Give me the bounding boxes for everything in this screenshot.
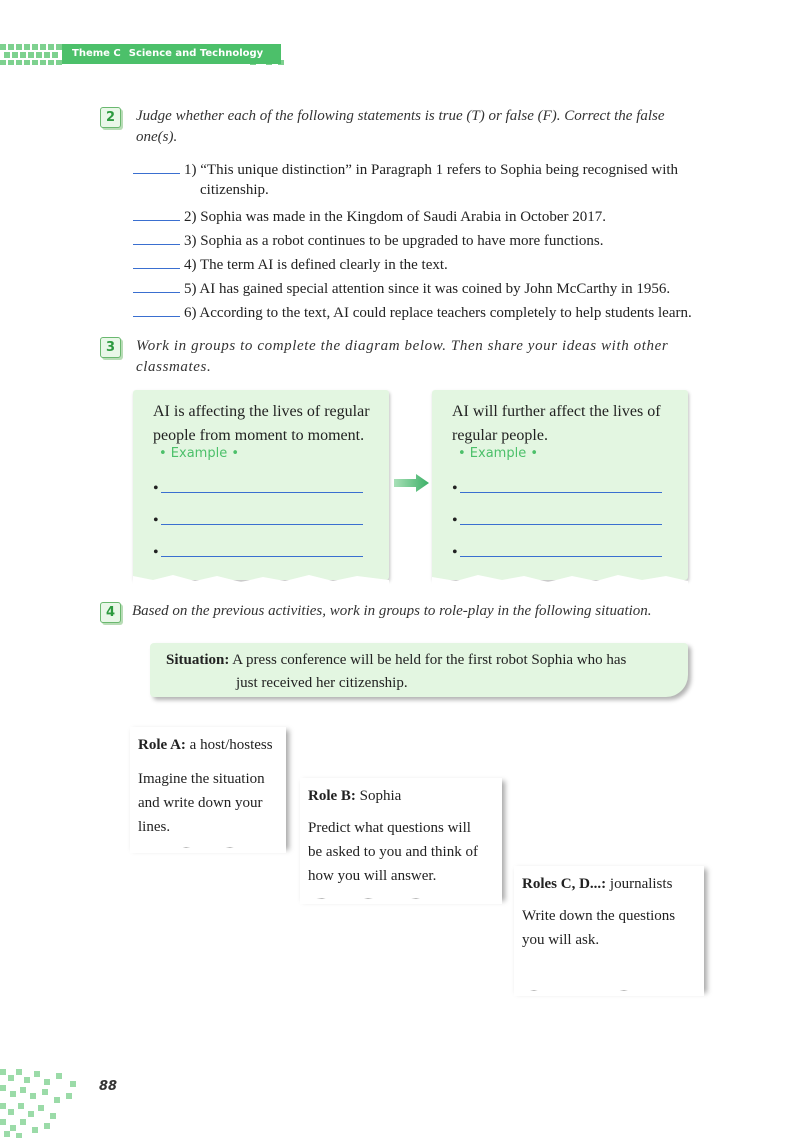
role-card-cd <box>514 866 704 990</box>
task-2-item-5-text: 5) AI has gained special attention since it was coined by John McCarthy in 1956. <box>184 281 671 297</box>
answer-blank[interactable] <box>133 206 180 221</box>
task-3-number: 3 <box>100 337 121 358</box>
role-card-a <box>130 727 286 847</box>
role-b-description: Predict what questions will be asked to you and think of how you will answer. <box>308 820 478 884</box>
answer-blank[interactable] <box>133 278 180 293</box>
role-cd-description: Write down the questions you will ask. <box>522 908 676 948</box>
task-3-instruction-line1: Work in groups to complete the diagram below. Then share your ideas with other <box>136 338 669 354</box>
role-a-heading: Role A: a host/hostess <box>138 737 273 753</box>
diagram-box-future <box>432 390 688 580</box>
situation-label: Situation: <box>166 652 230 668</box>
diagram-box-current <box>133 390 389 580</box>
example-line-2[interactable]: • <box>452 510 662 530</box>
arrow-right-icon <box>394 473 430 493</box>
situation-box <box>150 643 688 697</box>
footer-pixel-decoration <box>0 1065 90 1138</box>
example-line-1[interactable]: • <box>153 478 363 498</box>
task-2-item-6-text: 6) According to the text, AI could replace teachers completely to help students learn. <box>184 305 692 321</box>
example-line-1[interactable]: • <box>452 478 662 498</box>
task-2-item-1-continued: citizenship. <box>200 182 269 198</box>
answer-blank[interactable] <box>133 302 180 317</box>
role-card-b <box>300 778 502 898</box>
task-2-item-3 <box>133 229 603 253</box>
task-2-item-3-text: 3) Sophia as a robot continues to be upgraded to have more functions. <box>184 233 604 249</box>
torn-edge <box>133 572 389 586</box>
answer-blank[interactable] <box>133 254 180 269</box>
task-2-item-2-text: 2) Sophia was made in the Kingdom of Saudi Arabia in October 2017. <box>184 209 607 225</box>
theme-header <box>62 44 281 64</box>
role-a-description: Imagine the situation and write down your lines. <box>138 771 265 835</box>
role-b-heading: Role B: Sophia <box>308 788 402 804</box>
page-number: 88 <box>99 1079 118 1094</box>
diagram-box-future-line2: regular people. <box>452 427 548 444</box>
example-line-2[interactable]: • <box>153 510 363 530</box>
task-2-item-5 <box>133 277 670 301</box>
task-2-instruction <box>136 106 706 148</box>
task-2-number: 2 <box>100 107 121 128</box>
task-2-item-4-text: 4) The term AI is defined clearly in the text. <box>184 257 448 273</box>
example-line-3[interactable]: • <box>153 542 363 562</box>
diagram-box-current-line2: people from moment to moment. <box>153 427 365 444</box>
task-3-instruction-line2: classmates. <box>136 359 212 375</box>
diagram-box-future-line1: AI will further affect the lives of <box>452 403 661 420</box>
role-cd-heading: Roles C, D...: journalists <box>522 876 673 892</box>
task-4-number: 4 <box>100 602 121 623</box>
example-label: • Example • <box>458 446 538 461</box>
task-2-item-4 <box>133 253 448 277</box>
task-2-instruction-line1: Judge whether each of the following statements is true (T) or false (F). Correct the false <box>136 108 665 124</box>
diagram-box-future-text <box>452 400 674 448</box>
example-label: • Example • <box>159 446 239 461</box>
diagram-box-current-line1: AI is affecting the lives of regular <box>153 403 370 420</box>
task-2-item-1 <box>133 158 678 182</box>
torn-edge <box>432 572 688 586</box>
task-2-item-1-text: 1) “This unique distinction” in Paragraph 1 refers to Sophia being recognised with <box>184 162 679 178</box>
task-4-instruction: Based on the previous activities, work in groups to role-play in the following situation. <box>132 603 652 619</box>
answer-blank[interactable] <box>133 230 180 245</box>
task-2-item-6 <box>133 301 692 325</box>
example-line-3[interactable]: • <box>452 542 662 562</box>
theme-label: Theme C <box>72 48 121 59</box>
situation-line1: Situation: A press conference will be held for the first robot Sophia who has <box>166 652 627 668</box>
task-2-item-2 <box>133 205 606 229</box>
task-2-instruction-line2: one(s). <box>136 129 178 145</box>
situation-line2: just received her citizenship. <box>236 675 408 691</box>
diagram-box-current-text <box>153 400 375 448</box>
answer-blank[interactable] <box>133 159 180 174</box>
task-3-instruction <box>136 336 706 378</box>
theme-title: Science and Technology <box>128 48 264 59</box>
